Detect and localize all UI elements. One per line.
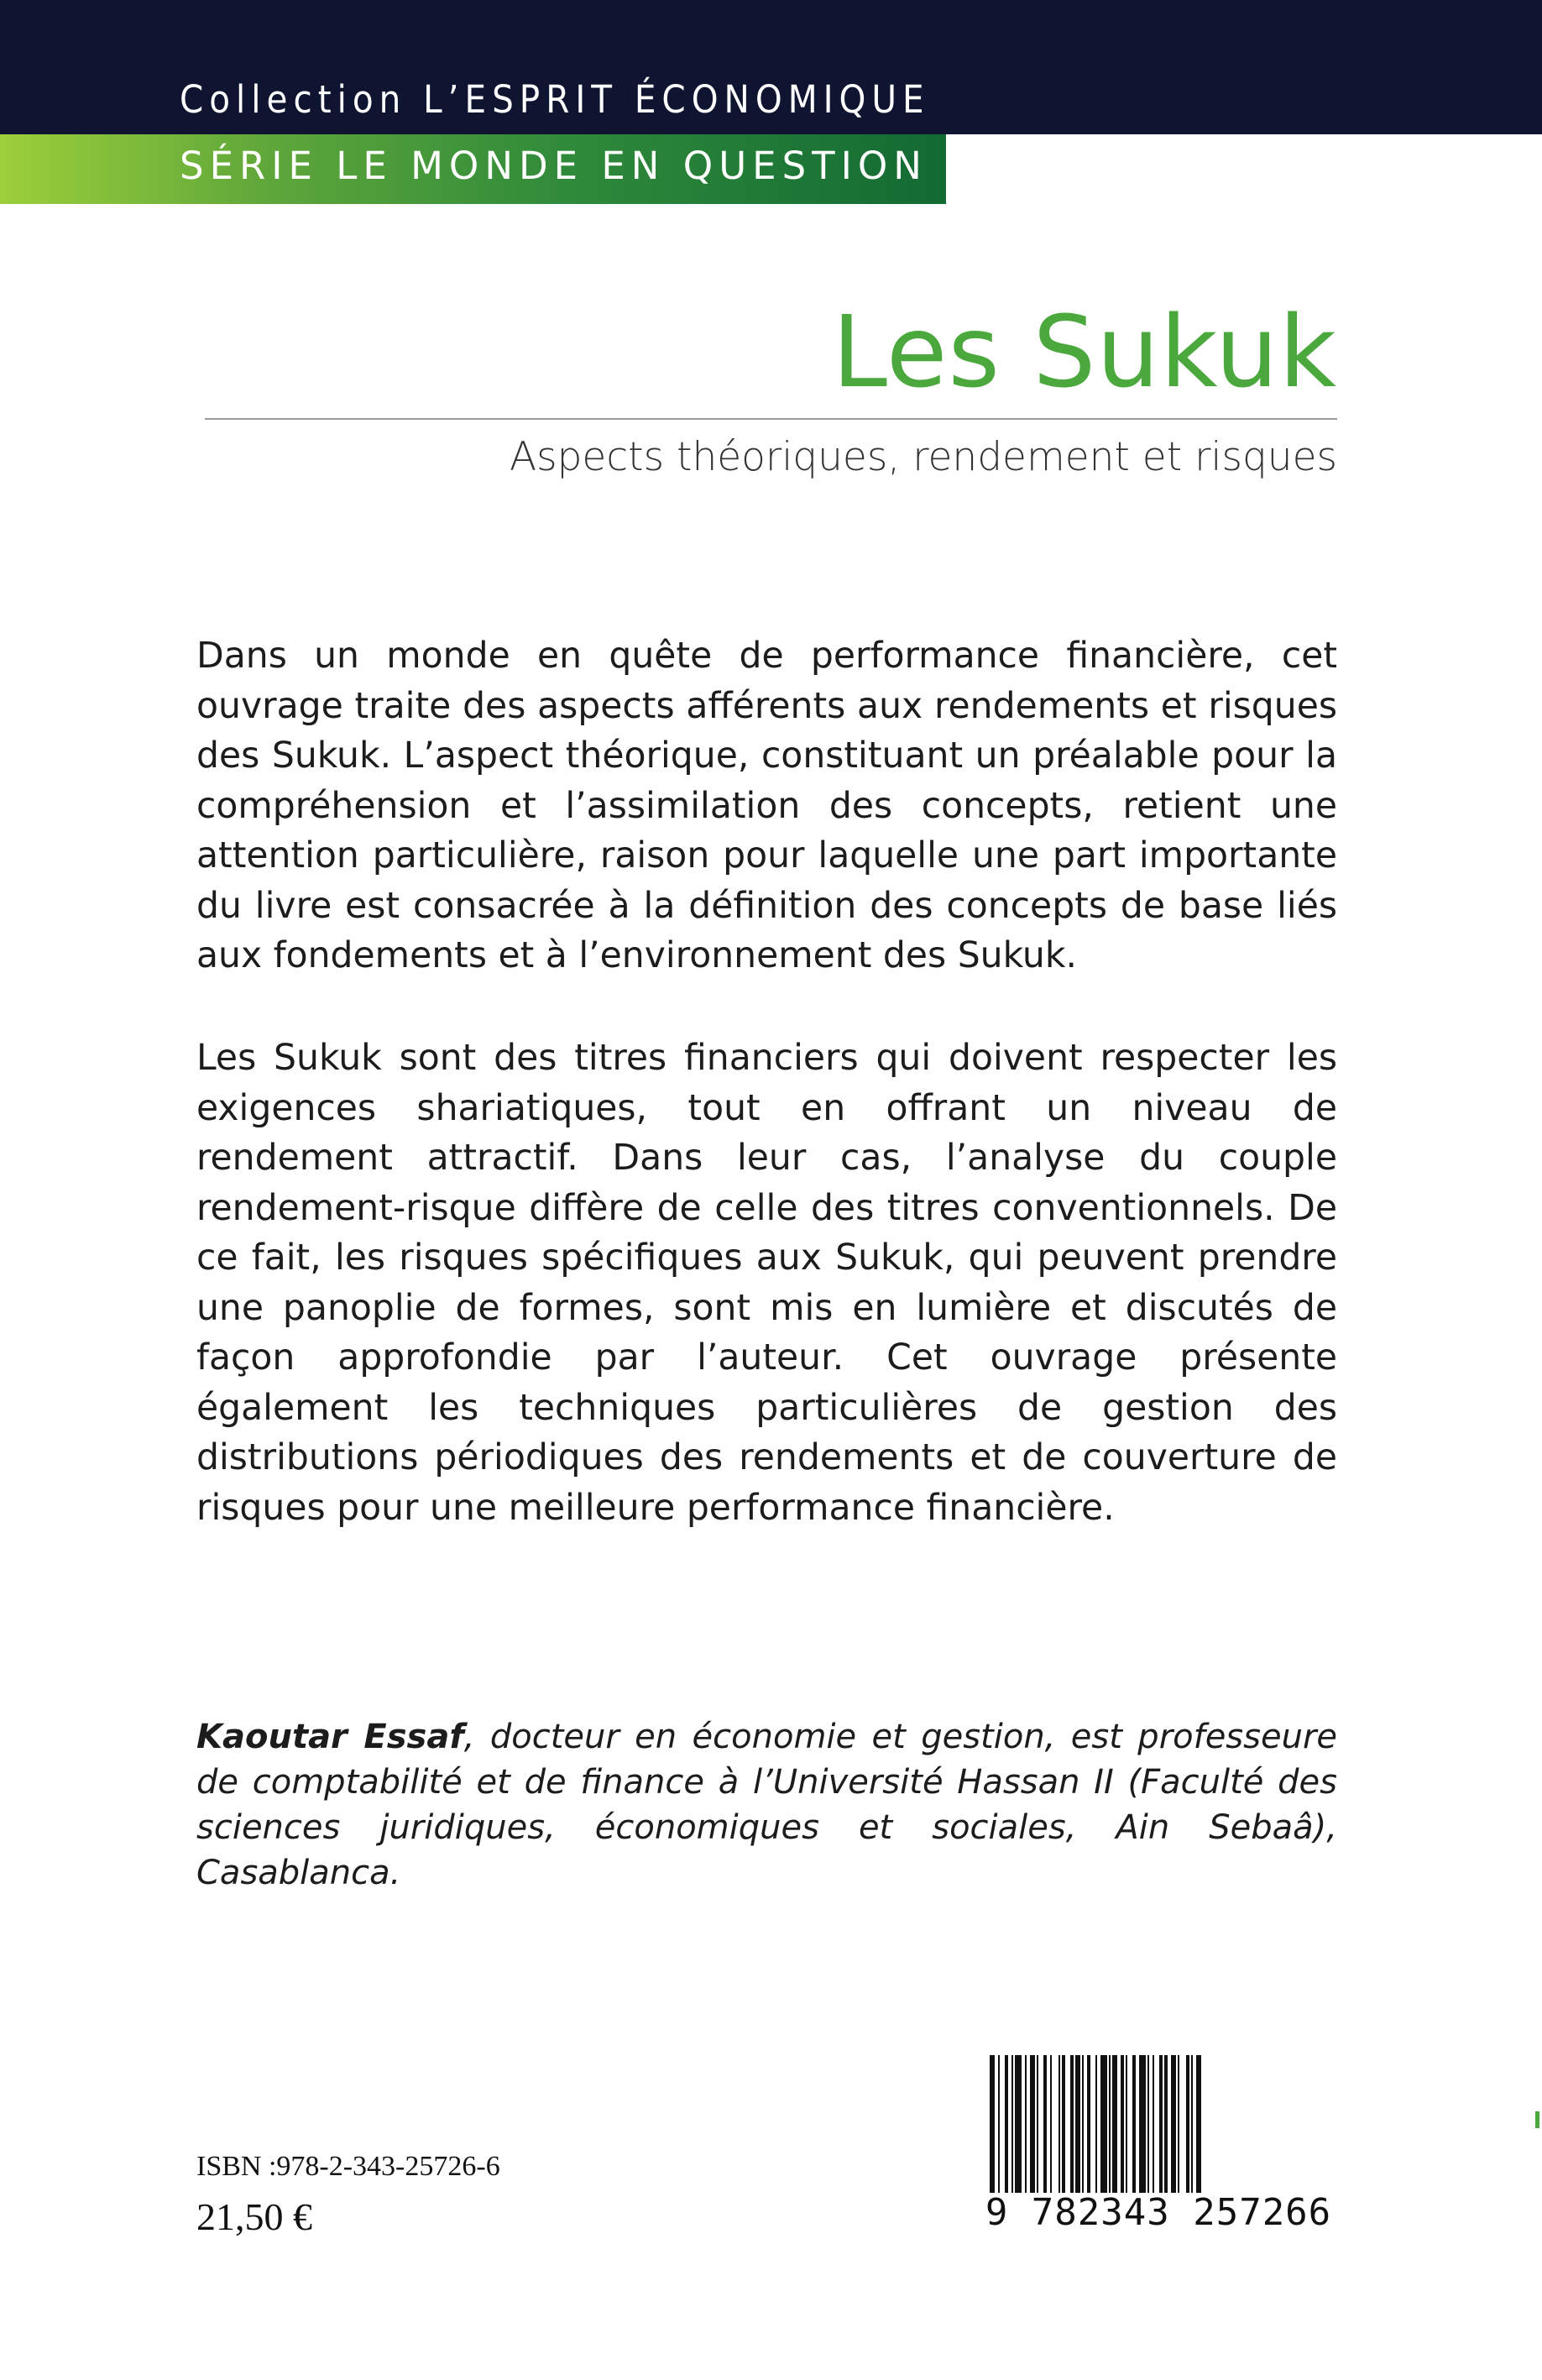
barcode-bar bbox=[1171, 2055, 1176, 2194]
barcode-bar bbox=[1132, 2055, 1136, 2194]
barcode-bar bbox=[990, 2055, 995, 2194]
isbn: ISBN :978-2-343-25726-6 bbox=[196, 2151, 500, 2182]
barcode-bar bbox=[1147, 2055, 1149, 2194]
book-title: Les Sukuk bbox=[832, 294, 1337, 410]
barcode-bar bbox=[1139, 2055, 1146, 2194]
barcode-bar bbox=[1153, 2055, 1154, 2194]
barcode-bar bbox=[1070, 2055, 1074, 2194]
price: 21,50 € bbox=[196, 2195, 312, 2238]
barcode-bar bbox=[1005, 2055, 1008, 2194]
barcode-bar bbox=[1030, 2055, 1035, 2194]
barcode-bar bbox=[998, 2055, 1000, 2194]
barcode-bar bbox=[1112, 2055, 1117, 2194]
barcode-digits: 9 782343 257266 bbox=[982, 2193, 1335, 2231]
barcode-bar bbox=[1100, 2055, 1107, 2194]
barcode-bar bbox=[1186, 2055, 1189, 2194]
summary-paragraph-1: Dans un monde en quête de performance financière, cet ouvrage traite des aspects afférents aux rendements et risques des Sukuk. L’aspect théorique, constituant un préalable pour la compréhension et l’assimilation des concepts, retient une attention particulière, raison pour laquelle une part importante du livre est consacrée à la définition des concepts de base liés aux fondements et à l’environnement des Sukuk. bbox=[196, 636, 1337, 976]
barcode-bar bbox=[1178, 2055, 1179, 2194]
barcode-bar bbox=[1095, 2055, 1097, 2194]
barcode-bar bbox=[1050, 2055, 1052, 2194]
barcode-bar bbox=[1159, 2055, 1163, 2194]
barcode-bar bbox=[1126, 2055, 1127, 2194]
barcode-bar bbox=[1015, 2055, 1022, 2194]
barcode-bar bbox=[1121, 2055, 1124, 2194]
author-bio-text: , docteur en économie et gestion, est professeure de comptabilité et de finance à l’Université Hassan II (Faculté des sciences juridiques, économiques et sociales, Ain Sebaâ), Casablanca. bbox=[196, 1718, 1337, 1892]
barcode-bar bbox=[1075, 2055, 1080, 2194]
collection-label: Collection L’ESPRIT ÉCONOMIQUE bbox=[180, 77, 930, 122]
barcode-bar bbox=[1087, 2055, 1090, 2194]
barcode-bar bbox=[1025, 2055, 1027, 2194]
barcode-bar bbox=[1043, 2055, 1047, 2194]
barcode-bar bbox=[1037, 2055, 1038, 2194]
barcode-bar bbox=[1164, 2055, 1168, 2194]
barcode-bar bbox=[1191, 2055, 1193, 2194]
barcode-bar bbox=[1082, 2055, 1084, 2194]
author-bio bbox=[196, 1714, 1337, 1896]
summary-paragraph-2: Les Sukuk sont des titres financiers qui doivent respecter les exigences shariatiques, tout en offrant un niveau de rendement attractif. Dans leur cas, l’analyse du couple rendement-risque diffère de celle des titres conventionnels. De ce fait, les risques spécifiques aux Sukuk, qui peuvent prendre une panoplie de formes, sont mis en lumière et discutés de façon approfondie par l’auteur. Cet ouvrage présente également les techniques particulières de gestion des distributions périodiques des rendements et de couverture de risques pour une meilleure performance financière. bbox=[196, 1038, 1337, 1529]
barcode-bar bbox=[1196, 2055, 1201, 2194]
series-label: SÉRIE LE MONDE EN QUESTION bbox=[180, 144, 928, 188]
book-subtitle: Aspects théoriques, rendement et risques bbox=[509, 434, 1337, 480]
green-mark bbox=[1535, 2111, 1539, 2128]
barcode-bar bbox=[1109, 2055, 1111, 2194]
barcode-bar bbox=[1062, 2055, 1065, 2194]
author-name: Kaoutar Essaf bbox=[196, 1718, 464, 1756]
title-divider bbox=[205, 418, 1337, 420]
barcode-bar bbox=[1058, 2055, 1060, 2194]
barcode-bar bbox=[1011, 2055, 1013, 2194]
